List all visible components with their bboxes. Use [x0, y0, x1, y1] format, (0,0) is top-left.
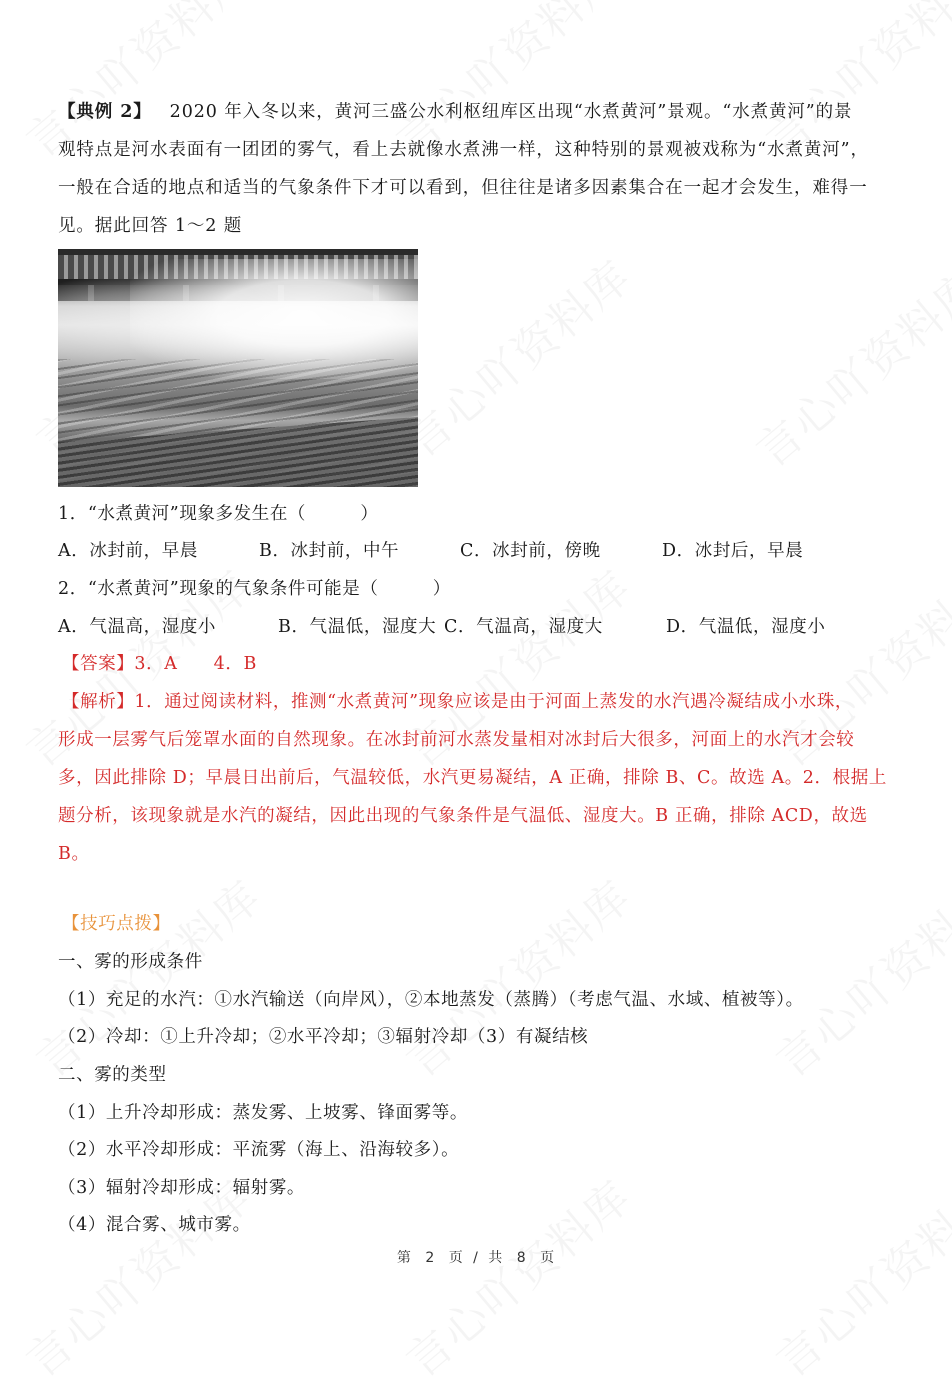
question-stem: 2．“水煮黄河”现象的气象条件可能是（ ） — [58, 579, 451, 599]
analysis-line-5: B。 — [58, 844, 90, 864]
answer-line — [62, 653, 257, 675]
option-d: D．冰封后，早晨 — [662, 541, 804, 561]
page-footer: 第 2 页 / 共 8 页 — [396, 1250, 556, 1266]
tips-label: 【技巧点拨】 — [62, 914, 171, 934]
section-item: （1）充足的水汽：①水汽输送（向岸风），②本地蒸发（蒸腾）（考虑气温、水域、植被等）。 — [58, 990, 804, 1010]
section-heading-types: 二、雾的类型 — [58, 1065, 167, 1085]
fog-graphic — [130, 259, 418, 379]
analysis-line-4: 题分析，该现象就是水汽的凝结，因此出现的气象条件是气温低、湿度大。B 正确，排除 ACD，故选 — [58, 806, 868, 826]
yellow-river-fog-photo — [58, 249, 418, 487]
analysis-label: 【解析】 — [62, 692, 135, 712]
option-a: A．冰封前，早晨 — [58, 541, 198, 561]
option-c: C．气温高，湿度大 — [444, 617, 603, 637]
section-item: （2）水平冷却形成：平流雾（海上、沿海较多）。 — [58, 1140, 460, 1160]
answer-text: 3．A 4．B — [134, 654, 257, 674]
section-item: （2）冷却：①上升冷却；②水平冷却；③辐射冷却（3）有凝结核 — [58, 1027, 589, 1047]
section-item: （4）混合雾、城市雾。 — [58, 1215, 251, 1235]
intro-line-1: 【典例 2】 2020 年入冬以来，黄河三盛公水利枢纽库区出现“水煮黄河”景观。“水煮黄河”的景 — [58, 102, 853, 122]
section-item: （3）辐射冷却形成：辐射雾。 — [58, 1178, 306, 1198]
option-b: B．气温低，湿度大 — [278, 617, 437, 637]
intro-line-3: 一般在合适的地点和适当的气象条件下才可以看到，但往往是诸多因素集合在一起才会发生，难得一 — [58, 178, 868, 198]
example-label: 【典例 2】 — [58, 102, 152, 122]
option-c: C．冰封前，傍晚 — [460, 541, 601, 561]
option-a: A．气温高，湿度小 — [58, 617, 217, 637]
analysis-line-3: 多，因此排除 D；早晨日出前后，气温较低，水汽更易凝结，A 正确，排除 B、C。故选 A。2．根据上 — [58, 768, 887, 788]
analysis-line-2: 形成一层雾气后笼罩水面的自然现象。在冰封前河水蒸发量相对冰封后大很多，河面上的水汽才会较 — [58, 730, 855, 750]
current-page-number: 2 — [425, 1250, 436, 1266]
option-b: B．冰封前，中午 — [259, 541, 400, 561]
intro-line-4: 见。据此回答 1～2 题 — [58, 216, 243, 236]
section-heading-formation: 一、雾的形成条件 — [58, 952, 203, 972]
analysis-line-1: 【解析】1．通过阅读材料，推测“水煮黄河”现象应该是由于河面上蒸发的水汽遇冷凝结成小水珠， — [62, 692, 854, 712]
option-d: D．气温低，湿度小 — [666, 617, 826, 637]
section-item: （1）上升冷却形成：蒸发雾、上坡雾、锋面雾等。 — [58, 1103, 468, 1123]
intro-line-2: 观特点是河水表面有一团团的雾气，看上去就像水煮沸一样，这种特别的景观被戏称为“水煮黄河”， — [58, 140, 869, 160]
dam-rail-graphic — [58, 249, 418, 255]
question-stem: 1．“水煮黄河”现象多发生在（ ） — [58, 504, 379, 524]
total-pages-number: 8 — [516, 1250, 527, 1266]
answer-label: 【答案】 — [62, 654, 135, 674]
